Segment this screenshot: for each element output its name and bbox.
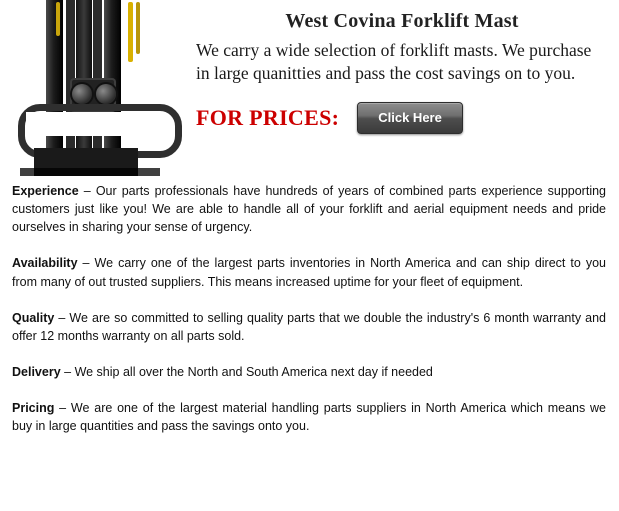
hero-section	[0, 0, 619, 176]
carriage-opening	[26, 112, 160, 136]
mast-base-shadow	[20, 168, 160, 176]
sprocket-right	[96, 84, 116, 104]
paragraph-text: We carry one of the largest parts inventories in North America and can ship direct to you from many of out trusted suppliers. This means increased uptime for your fleet of equipment.	[12, 256, 606, 289]
paragraph-text: Our parts professionals have hundreds of years of combined parts experience supporting customers just like you! We are able to handle all of your forklift and aerial equipment needs and pride ourselves in sharing your sense of urgency.	[12, 184, 606, 235]
paragraph-delivery	[12, 363, 606, 381]
hydraulic-hose-right-b	[136, 2, 140, 54]
paragraph-pricing	[12, 399, 606, 435]
paragraph-lead: Pricing	[12, 401, 55, 415]
paragraph-quality	[12, 309, 606, 345]
paragraph-dash: –	[78, 184, 96, 198]
paragraph-experience	[12, 182, 606, 236]
prices-row	[196, 102, 608, 134]
sprocket-left	[72, 84, 92, 104]
forklift-mast-photo	[0, 0, 186, 176]
paragraph-availability	[12, 254, 606, 290]
paragraph-lead: Experience	[12, 184, 79, 198]
page-title: West Covina Forklift Mast	[285, 10, 519, 32]
for-prices-label: FOR PRICES:	[196, 104, 340, 130]
content-section	[12, 182, 606, 453]
paragraph-dash: –	[60, 364, 75, 379]
paragraph-lead: Delivery	[12, 364, 61, 379]
paragraph-dash: –	[77, 256, 95, 271]
paragraph-text: We ship all over the North and South America next day if needed	[74, 364, 433, 379]
hydraulic-hose-left	[56, 2, 60, 36]
paragraph-text: We are so committed to selling quality parts that we double the industry's 6 month warranty and offer 12 months warranty on all parts sold.	[12, 310, 606, 343]
paragraph-lead: Quality	[12, 310, 55, 325]
paragraph-text: We are one of the largest material handling parts suppliers in North America which means we buy in large quantities and pass the savings onto you.	[12, 401, 606, 434]
paragraph-lead: Availability	[12, 256, 78, 271]
hero-text-block	[196, 10, 608, 134]
paragraph-dash: –	[54, 310, 70, 325]
paragraph-dash: –	[54, 401, 71, 415]
hydraulic-hose-right-a	[128, 2, 133, 62]
intro-paragraph: We carry a wide selection of forklift masts. We purchase in large quanitties and pass the cost savings on to you.	[196, 40, 592, 84]
click-here-button[interactable]: Click Here	[357, 102, 463, 134]
